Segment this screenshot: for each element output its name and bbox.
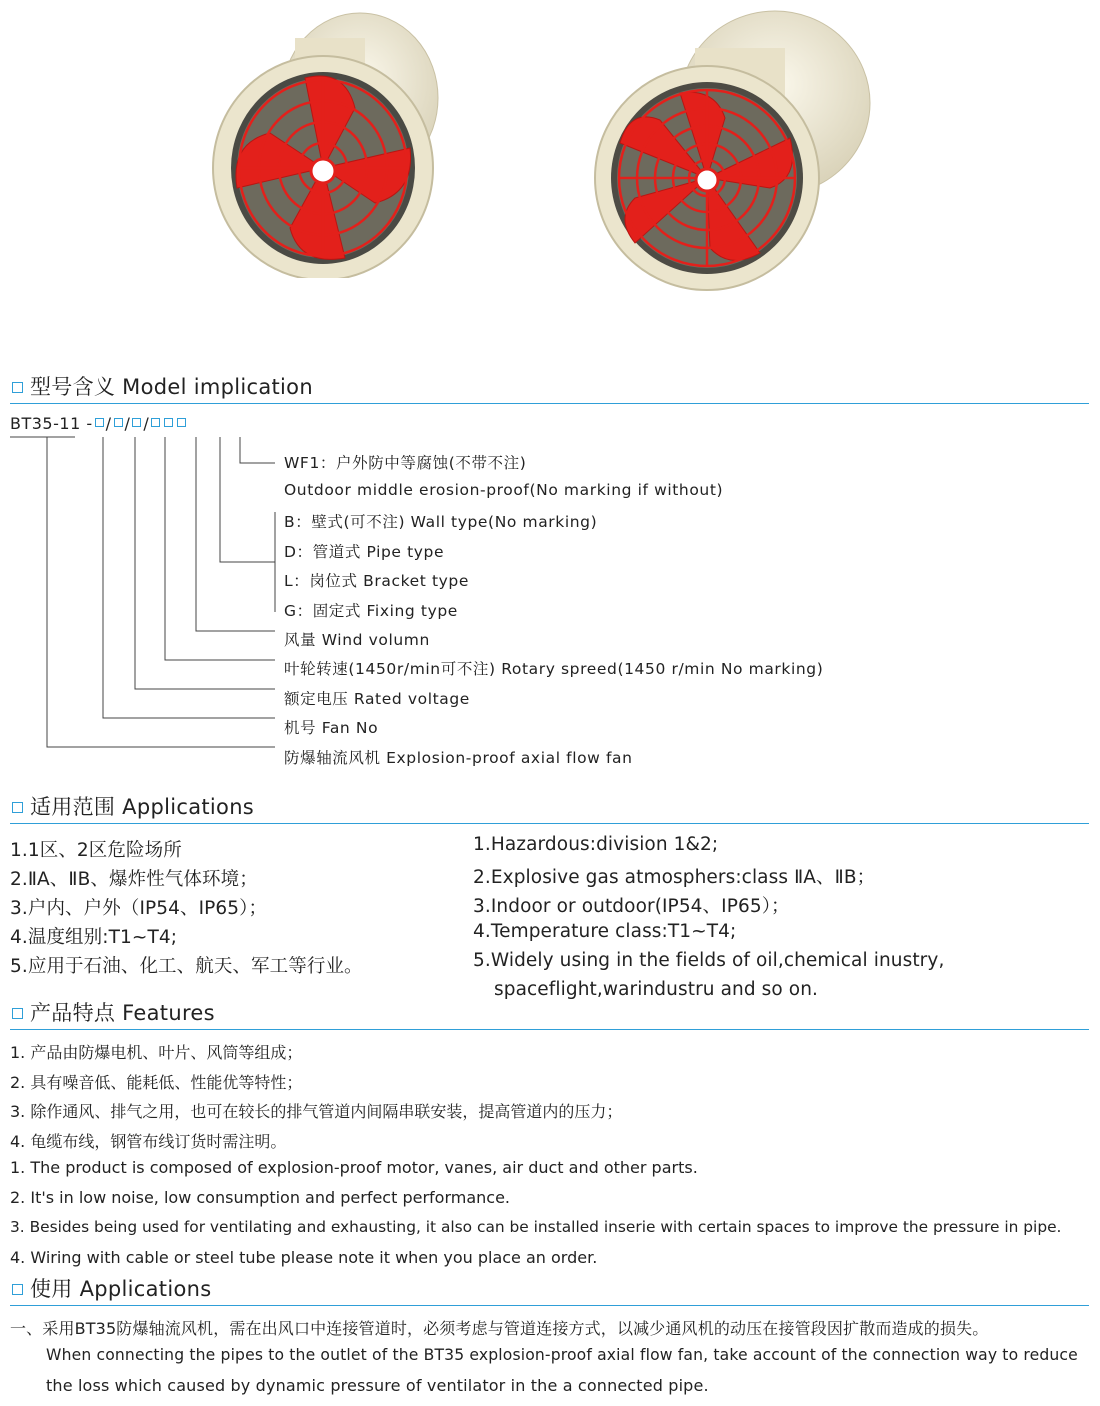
legend-item: G：固定式 Fixing type <box>284 602 458 620</box>
application-cn-item: 4.温度组别:T1~T4; <box>10 927 178 948</box>
legend-item: 风量 Wind volumn <box>284 631 430 649</box>
feature-item: 3. Besides being used for ventilating and exhausting, it also can be installed inserie with certain spaces to improve the pressure in pipe. <box>10 1218 1062 1236</box>
feature-item: 1. 产品由防爆电机、叶片、风筒等组成； <box>10 1043 303 1062</box>
feature-item: 4. 龟缆布线，钢管布线订货时需注明。 <box>10 1132 287 1151</box>
application-cn-item: 3.户内、户外（IP54、IP65）； <box>10 898 268 919</box>
section-applications <box>10 789 1089 824</box>
section-square-icon <box>12 1284 23 1295</box>
usage-item: the loss which caused by dynamic pressure of ventilator in the a connected pipe. <box>46 1376 709 1395</box>
application-en-item: 2.Explosive gas atmosphers:class ⅡA、ⅡB； <box>473 867 876 888</box>
legend-item: Outdoor middle erosion-proof(No marking if without) <box>284 481 724 499</box>
feature-item: 2. It's in low noise, low consumption and perfect performance. <box>10 1188 511 1207</box>
feature-item: 2. 具有噪音低、能耗低、性能优等特性； <box>10 1073 303 1092</box>
feature-item: 1. The product is composed of explosion-proof motor, vanes, air duct and other parts. <box>10 1158 698 1177</box>
legend-item: 防爆轴流风机 Explosion-proof axial flow fan <box>284 749 633 767</box>
application-cn-item: 5.应用于石油、化工、航天、军工等行业。 <box>10 956 363 977</box>
feature-item: 4. Wiring with cable or steel tube please note it when you place an order. <box>10 1248 598 1267</box>
model-sep: / <box>105 414 112 433</box>
application-en-item: 4.Temperature class:T1~T4; <box>473 921 737 942</box>
legend-item: WF1：户外防中等腐蚀(不带不注) <box>284 454 527 472</box>
legend-item: B：壁式(可不注) Wall type(No marking) <box>284 513 598 531</box>
legend-item: 叶轮转速(1450r/min可不注) Rotary spreed(1450 r/min No marking) <box>284 660 824 678</box>
section-usage <box>10 1271 1089 1306</box>
application-en-item: 3.Indoor or outdoor(IP54、IP65）； <box>473 896 790 917</box>
feature-item: 3. 除作通风、排气之用，也可在较长的排气管道内间隔串联安装，提高管道内的压力； <box>10 1102 623 1121</box>
model-sep: / <box>124 414 131 433</box>
model-dash: - <box>86 414 93 433</box>
application-cn-item: 2.ⅡA、ⅡB、爆炸性气体环境； <box>10 869 258 890</box>
model-prefix: BT35-11 <box>10 414 81 433</box>
model-sep: / <box>143 414 150 433</box>
section-features <box>10 995 1089 1030</box>
legend-item: 机号 Fan No <box>284 719 379 737</box>
section-title: 使用 Applications <box>30 1277 212 1301</box>
section-title: 适用范围 Applications <box>30 795 255 819</box>
application-en-item: spaceflight,warindustru and so on. <box>494 979 819 1000</box>
application-cn-item: 1.1区、2区危险场所 <box>10 840 182 861</box>
section-title: 产品特点 Features <box>30 1001 215 1025</box>
section-square-icon <box>12 1008 23 1019</box>
usage-item: When connecting the pipes to the outlet of the BT35 explosion-proof axial flow fan, take account of the connection way to reduce <box>46 1346 1078 1364</box>
legend-item: 额定电压 Rated voltage <box>284 690 470 708</box>
application-en-item: 5.Widely using in the fields of oil,chemical inustry, <box>473 950 945 971</box>
legend-item: D：管道式 Pipe type <box>284 543 445 561</box>
section-square-icon <box>12 802 23 813</box>
legend-item: L：岗位式 Bracket type <box>284 572 469 590</box>
usage-item: 一、采用BT35防爆轴流风机，需在出风口中连接管道时，必须考虑与管道连接方式，以减少通风机的动压在接管段因扩散而造成的损失。 <box>10 1319 989 1338</box>
section-title: 型号含义 Model implication <box>30 375 313 399</box>
application-en-item: 1.Hazardous:division 1&2; <box>473 834 719 855</box>
